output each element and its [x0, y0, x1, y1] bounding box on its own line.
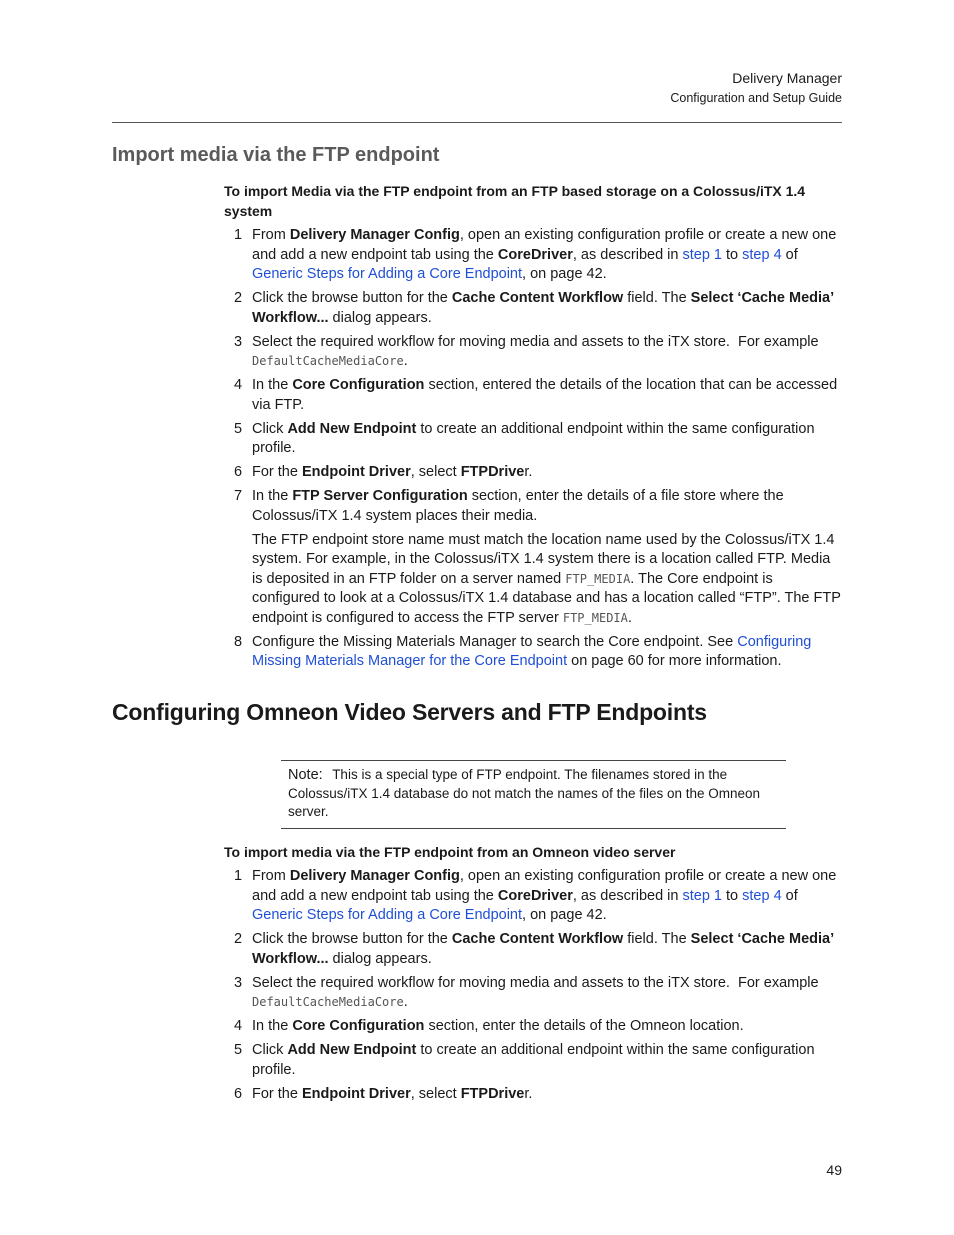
list-item: 3 Select the required workflow for moving media and assets to the iTX store. For example DefaultCacheMediaCore.: [234, 974, 819, 1010]
note-label: Note:: [288, 767, 323, 783]
list-item: 1 From Delivery Manager Config, open an existing configuration profile or create a new one and add a new endpoint tab using the CoreDriver, as described in step 1 to step 4 of Generic Steps for Adding a Core Endpoint, on page 42.: [234, 868, 837, 923]
list-item: 7 In the FTP Server Configuration section, enter the details of a file store where the Colossus/iTX 1.4 system places their media.: [234, 488, 784, 524]
code-default-cache: DefaultCacheMediaCore: [252, 354, 404, 368]
link-generic-steps[interactable]: Generic Steps for Adding a Core Endpoint: [252, 266, 523, 282]
link-generic-steps[interactable]: Generic Steps for Adding a Core Endpoint: [252, 907, 523, 923]
header-title: Delivery Manager: [732, 70, 842, 86]
step-7-paragraph: The FTP endpoint store name must match the location name used by the Colossus/iTX 1.4 system. For example, in the Colossus/iTX 1.4 system there is a location called FTP. Media is deposited in an FTP folder on a server named FTP_MEDIA. The Core endpoint is configured to look at a Colossus/iTX 1.4 database and has a location called “FTP”. The FTP endpoint is configured to access the FTP server FTP_MEDIA.: [252, 531, 841, 626]
list-item: 4 In the Core Configuration section, enter the details of the Omneon location.: [234, 1018, 744, 1034]
list-item: 2 Click the browse button for the Cache Content Workflow field. The Select ‘Cache Media’ Workflow... dialog appears.: [234, 931, 834, 967]
procedure-title: To import Media via the FTP endpoint from an FTP based storage on a Colossus/iTX 1.4 system: [224, 183, 806, 219]
step-list-ftp: [224, 226, 844, 676]
procedure-title-omneon: To import media via the FTP endpoint from an Omneon video server: [224, 844, 676, 860]
list-item: 5 Click Add New Endpoint to create an additional endpoint within the same configuration profile.: [234, 1042, 815, 1078]
link-missing-materials[interactable]: Configuring Missing Materials Manager for the Core Endpoint: [252, 633, 812, 669]
list-item: 1 From Delivery Manager Config, open an existing configuration profile or create a new one and add a new endpoint tab using the CoreDriver, as described in step 1 to step 4 of Generic Steps for Adding a Core Endpoint, on page 42.: [234, 227, 837, 282]
list-item: 2 Click the browse button for the Cache Content Workflow field. The Select ‘Cache Media’ Workflow... dialog appears.: [234, 290, 834, 326]
list-item: 6 For the Endpoint Driver, select FTPDriver.: [234, 464, 533, 480]
link-step-4[interactable]: step 4: [742, 246, 782, 263]
link-step-1[interactable]: step 1: [682, 246, 722, 263]
list-item: 3 Select the required workflow for moving media and assets to the iTX store. For example DefaultCacheMediaCore.: [234, 333, 819, 369]
list-item: 8 Configure the Missing Materials Manager to search the Core endpoint. See Configuring Missing Materials Manager for the Core Endpoint on page 60 for more information.: [234, 633, 812, 669]
chapter-heading-omneon: Configuring Omneon Video Servers and FTP Endpoints: [112, 699, 707, 725]
link-step-1[interactable]: step 1: [682, 887, 722, 904]
header-subtitle: Configuration and Setup Guide: [670, 91, 842, 105]
note-text: This is a special type of FTP endpoint. The filenames stored in the Colossus/iTX 1.4 database do not match the names of the files on the Omneon server.: [288, 767, 761, 819]
note-box: [281, 760, 786, 829]
list-item: 4 In the Core Configuration section, entered the details of the location that can be accessed via FTP.: [234, 377, 838, 413]
header-divider: [112, 122, 842, 123]
list-item: 5 Click Add New Endpoint to create an additional endpoint within the same configuration profile.: [234, 420, 815, 456]
link-step-4[interactable]: step 4: [742, 887, 782, 904]
list-item: 6 For the Endpoint Driver, select FTPDriver.: [234, 1085, 533, 1102]
page-number: 49: [826, 1162, 842, 1178]
section-heading-import-ftp: Import media via the FTP endpoint: [112, 144, 440, 166]
step-list-omneon: [224, 867, 844, 1109]
